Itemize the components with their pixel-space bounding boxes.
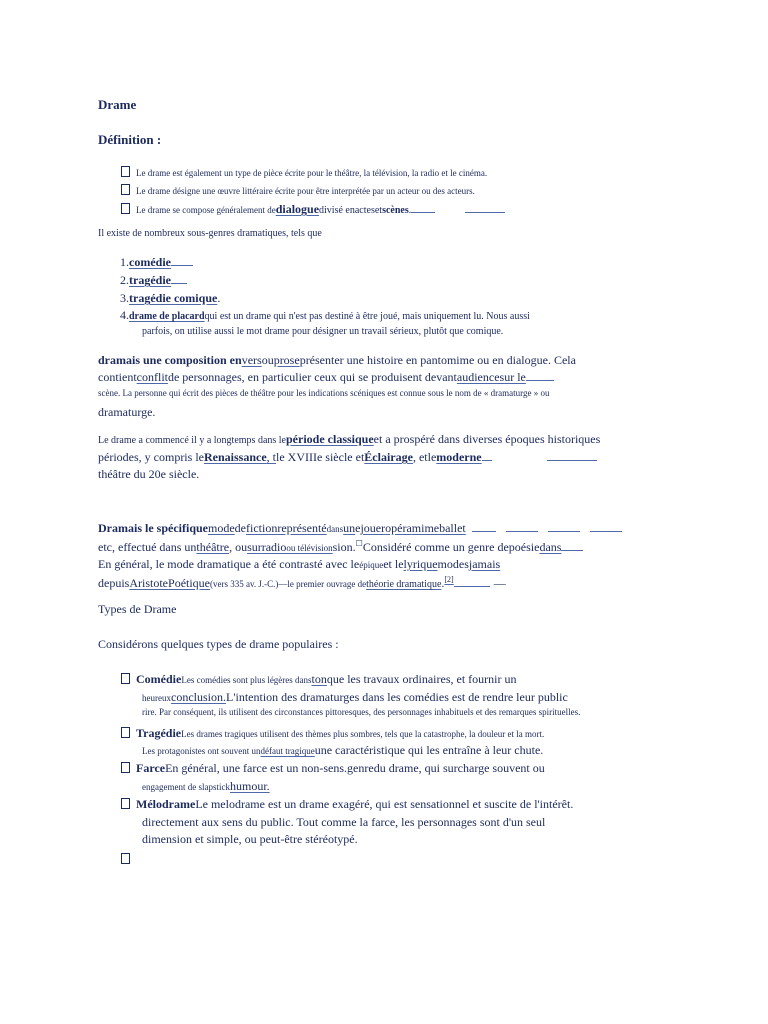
paragraph-line: Le drame a commencé il y a longtemps dans lepériode classiqueet a prospéré dans diverses époques historiques xyxy=(98,432,601,446)
link-audiences[interactable]: audiences xyxy=(456,370,505,384)
checkbox-icon xyxy=(121,184,130,195)
link-prose[interactable]: prose xyxy=(273,353,300,367)
checkbox-icon xyxy=(121,673,130,684)
type-item-continuation: Les protagonistes ont souvent undéfaut tragiqueune caractéristique qui les entraîne à leur chute. xyxy=(142,743,544,757)
type-item-continuation: heureuxconclusion.L'intention des dramaturges dans les comédies est de rendre leur public xyxy=(142,690,568,704)
paragraph-line: Dramais le spécifiquemodedefictionreprésentédansunejoueropéramimeballet xyxy=(98,521,622,536)
paragraph-line: En général, le mode dramatique a été contrasté avec leépiqueet lelyriquemodesjamais xyxy=(98,557,501,571)
type-item: MélodrameLe melodrame est un drame exagéré, qui est sensationnel et suscite de l'intérêt. xyxy=(121,797,573,812)
link-jouer[interactable]: jouer xyxy=(360,521,386,535)
type-item-continuation: rire. Par conséquent, ils utilisent des circonstances pittoresques, des personnages inhabituels et des remarques spirituelles. xyxy=(142,707,581,717)
definition-item: Le drame désigne une œuvre littéraire écrite pour être interprétée par un acteur ou des acteurs. xyxy=(121,184,475,196)
checkbox-icon xyxy=(121,166,130,177)
link-dialogue[interactable]: dialogue xyxy=(275,202,320,216)
link-mode[interactable]: mode xyxy=(208,521,235,535)
subgenres-intro: Il existe de nombreux sous-genres dramatiques, tels que xyxy=(98,228,322,239)
type-item: FarceEn général, une farce est un non-sens.genredu drame, qui surcharge souvent ou xyxy=(121,761,545,776)
list-item: 3.tragédie comique. xyxy=(120,291,221,305)
paragraph-line: etc, effectué dans unthéâtre, ousurradioou télévisionsion.☐Considéré comme un genre depoésiedans xyxy=(98,539,583,555)
checkbox-icon xyxy=(121,203,130,214)
link-periode-classique[interactable]: période classique xyxy=(286,432,374,446)
list-item: 4.drame de placardqui est un drame qui n'est pas destiné à être joué, mais uniquement lu. Nous aussi xyxy=(120,308,530,322)
link-poesie[interactable]: poésie xyxy=(508,540,540,554)
link-ton[interactable]: ton xyxy=(311,672,327,686)
link-aristote[interactable]: Aristote xyxy=(129,576,169,590)
paragraph-line: dramais une composition enversouproseprésenter une histoire en pantomime ou en dialogue. Cela xyxy=(98,353,576,367)
link-epique[interactable]: épique xyxy=(359,560,384,570)
link-mime[interactable]: mime xyxy=(411,521,440,535)
link-comedie[interactable]: comédie xyxy=(129,255,171,269)
link-scenes[interactable]: scènes xyxy=(382,205,409,216)
link-fiction[interactable]: fiction xyxy=(246,521,278,535)
link-conclusion[interactable]: conclusion. xyxy=(171,690,226,704)
paragraph-line: contientconflitde personnages, en particulier ceux qui se produisent devantaudiencesur le xyxy=(98,370,554,385)
definition-item: Le drame se compose généralement dedialoguedivisé enactesetscènes. xyxy=(121,202,505,217)
link-theorie-dramatique[interactable]: théorie dramatique xyxy=(366,579,442,590)
type-item: TragédieLes drames tragiques utilisent des thèmes plus sombres, tels que la catastrophe, la douleur et la mort. xyxy=(121,726,544,741)
link-lyrique[interactable]: lyrique xyxy=(403,557,438,571)
paragraph-line: depuisAristotePoétique(vers 335 av. J.-C.)—le premier ouvrage dethéorie dramatique.[2] — xyxy=(98,575,506,590)
checkbox-icon xyxy=(121,727,130,738)
link-renaissance[interactable]: Renaissance xyxy=(203,450,267,464)
link-ballet[interactable]: ballet xyxy=(439,521,466,535)
checkbox-icon xyxy=(121,762,130,773)
list-item-continuation: parfois, on utilise aussi le mot drame pour désigner un travail sérieux, plutôt que comique. xyxy=(142,326,504,337)
link-humour[interactable]: humour. xyxy=(229,779,270,793)
link-actes[interactable]: actes xyxy=(354,205,375,216)
type-item-continuation: engagement de slapstickhumour. xyxy=(142,779,270,793)
type-item-continuation: directement aux sens du public. Tout comme la farce, les personnages sont d'un seul xyxy=(142,815,546,829)
paragraph-line: dramaturge. xyxy=(98,405,156,419)
type-item-continuation: dimension et simple, ou peut-être stéréotypé. xyxy=(142,832,358,846)
section-intro: Considérons quelques types de drame populaires : xyxy=(98,637,339,651)
page-title: Drame xyxy=(98,97,137,112)
section-heading: Types de Drame xyxy=(98,602,177,616)
link-defaut-tragique[interactable]: défaut tragique xyxy=(260,746,315,756)
link-opera[interactable]: opéra xyxy=(385,521,412,535)
link-vers[interactable]: vers xyxy=(241,353,262,367)
link-tragedie-comique[interactable]: tragédie comique xyxy=(129,291,218,305)
type-item xyxy=(121,852,136,867)
link-conflit[interactable]: conflit xyxy=(136,370,168,384)
link-moderne[interactable]: moderne xyxy=(436,450,482,464)
link-poetique[interactable]: Poétique xyxy=(168,576,211,590)
citation-link[interactable]: [2] xyxy=(444,575,454,584)
paragraph-line: scène. La personne qui écrit des pièces de théâtre pour les indications scéniques est connue sous le nom de « dramaturge » ou xyxy=(98,388,550,398)
link-drame-de-placard[interactable]: drame de placard xyxy=(129,311,205,322)
definition-heading: Définition : xyxy=(98,132,162,147)
checkbox-icon xyxy=(121,853,130,864)
link-represente[interactable]: représenté xyxy=(277,521,327,535)
list-item: 1.comédie xyxy=(120,255,193,270)
type-item: ComédieLes comédies sont plus légères danstonque les travaux ordinaires, et fournir un xyxy=(121,672,517,687)
checkbox-icon xyxy=(121,798,130,809)
link-radio[interactable]: radio xyxy=(261,540,287,554)
link-theatre[interactable]: théâtre xyxy=(196,540,230,554)
link-tragedie[interactable]: tragédie xyxy=(129,273,171,287)
paragraph-line: théâtre du 20e siècle. xyxy=(98,467,200,481)
link-eclairage[interactable]: Éclairage xyxy=(364,450,413,464)
link-television[interactable]: ou télévision xyxy=(286,543,333,553)
definition-item: Le drame est également un type de pièce écrite pour le théâtre, la télévision, la radio et le cinéma. xyxy=(121,166,487,178)
list-item: 2.tragédie xyxy=(120,273,187,288)
paragraph-line: périodes, y compris leRenaissance, tle XVIIIe siècle etÉclairage, etlemoderne xyxy=(98,450,597,465)
